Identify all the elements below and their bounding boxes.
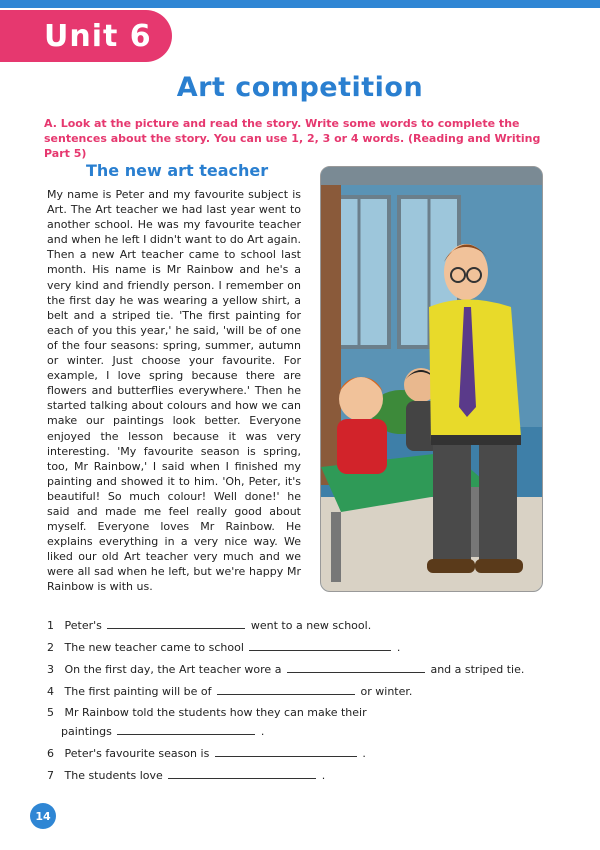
question-text: The students love (64, 769, 163, 782)
question-text: Peter's favourite season is (64, 747, 210, 760)
question-text-after: . (396, 641, 401, 654)
question-text: Mr Rainbow told the students how they can make their (64, 706, 367, 719)
question-5 (47, 706, 367, 719)
classroom-illustration-svg (321, 167, 542, 591)
question-5-line-2 (61, 724, 264, 738)
exercise-instructions: A. Look at the picture and read the story. Write some words to complete the sentences about the story. You can use 1, 2, 3 or 4 words. (Reading and Writing Part 5) (44, 117, 541, 160)
question-7 (47, 768, 325, 782)
question-number: 3 (47, 663, 54, 676)
question-text-after: went to a new school. (250, 619, 372, 632)
question-number: 7 (47, 769, 54, 782)
unit-banner (0, 10, 172, 62)
question-text-after: or winter. (360, 685, 413, 698)
question-text: The first painting will be of (64, 685, 212, 698)
story-title: The new art teacher (86, 161, 269, 180)
question-text: paintings (61, 725, 112, 738)
question-number: 6 (47, 747, 54, 760)
unit-label: Unit 6 (44, 18, 152, 54)
question-text-after: . (260, 725, 265, 738)
answer-blank[interactable] (168, 768, 316, 779)
question-6 (47, 746, 366, 760)
answer-blank[interactable] (215, 746, 357, 757)
question-text: On the first day, the Art teacher wore a (64, 663, 282, 676)
page-title: Art competition (176, 72, 424, 103)
answer-blank[interactable] (249, 640, 391, 651)
question-text: Peter's (64, 619, 102, 632)
page-number-badge (30, 803, 56, 829)
top-color-strip (0, 0, 600, 8)
question-number: 5 (47, 706, 54, 719)
question-4 (47, 684, 412, 698)
answer-blank[interactable] (107, 618, 245, 629)
question-text-after: . (362, 747, 366, 760)
question-text: The new teacher came to school (64, 641, 244, 654)
answer-blank[interactable] (217, 684, 355, 695)
page-number: 14 (35, 809, 51, 823)
classroom-illustration (320, 166, 543, 592)
question-text-after: and a striped tie. (430, 663, 525, 676)
question-number: 1 (47, 619, 54, 632)
answer-blank[interactable] (117, 724, 255, 735)
story-text: My name is Peter and my favourite subject is Art. The Art teacher we had last year went to another school. He was my favourite teacher and when he left I didn't want to do Art again. Then a new Art teacher came to school last month. His name is Mr Rainbow and he's a very kind and friendly person. I remember on the first day he was wearing a yellow shirt, a belt and a striped tie. 'The first painting for each of you this year,' he said, 'will be of one of the four seasons: spring, summer, autumn or winter. Just choose your favourite. For example, I love spring because there are flowers and butterflies everywhere.' Then he started talking about colours and how we can make our paintings look better. Everyone enjoyed the lesson because it was very interesting. 'My favourite season is spring, too, Mr Rainbow,' I said when I finished my painting and showed it to him. 'Oh, Peter, it's beautiful! So much colour! Well done!' he said and made me feel really good about myself. Everyone loves Mr Rainbow. He explains everything in a very nice way. We liked our old Art teacher very much and we were all sad when he left, but we're happy Mr Rainbow is with us. (47, 188, 301, 594)
question-text-after: . (321, 769, 326, 782)
question-2 (47, 640, 400, 654)
question-number: 2 (47, 641, 54, 654)
question-1 (47, 618, 371, 632)
question-3 (47, 662, 524, 676)
answer-blank[interactable] (287, 662, 425, 673)
question-number: 4 (47, 685, 54, 698)
